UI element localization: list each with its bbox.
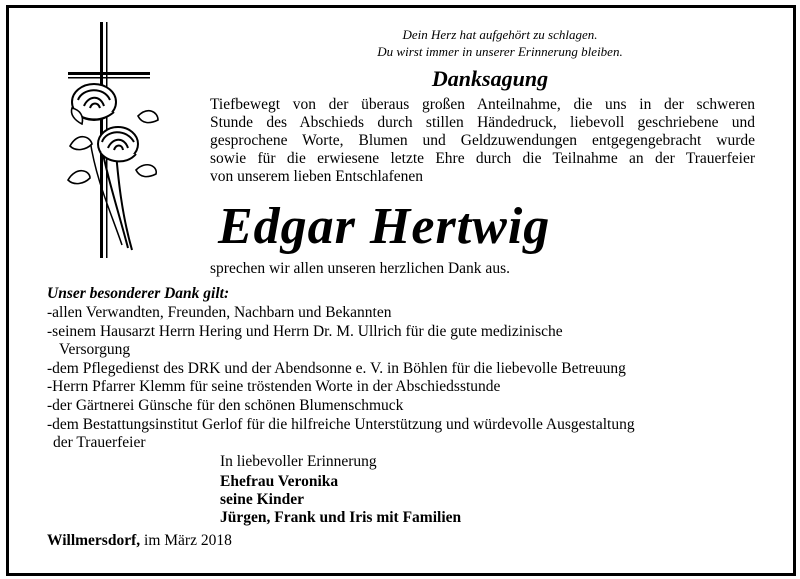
- place: Willmersdorf,: [47, 532, 141, 549]
- list-item: -dem Bestattungsinstitut Gerlof für die hilfreiche Unterstützung und würdevolle Ausgestaltung: [47, 415, 635, 433]
- list-item: -allen Verwandten, Freunden, Nachbarn und Bekannten: [47, 304, 392, 321]
- intro-line: Tiefbewegt von der überaus großen Anteilnahme, die uns in der schweren: [210, 96, 755, 113]
- page-title: Danksagung: [431, 66, 549, 91]
- cross-with-roses-icon: [60, 20, 170, 260]
- special-thanks-heading: Unser besonderer Dank gilt:: [47, 285, 230, 302]
- thanks-line: sprechen wir allen unseren herzlichen Dank aus.: [210, 260, 510, 277]
- list-item: Versorgung: [59, 341, 131, 359]
- closing-line: In liebevoller Erinnerung: [220, 453, 377, 470]
- thanks-list: [47, 304, 635, 453]
- intro-line: sowie für die erwiesene letzte Ehre durch die Teilnahme an der Trauerfeier: [210, 150, 755, 167]
- list-item: -der Gärtnerei Günsche für den schönen Blumenschmuck: [47, 396, 404, 414]
- family-member: seine Kinder: [220, 491, 304, 508]
- list-item: -Herrn Pfarrer Klemm für seine tröstenden Worte in der Abschiedsstunde: [47, 378, 501, 396]
- quote-line-2: Du wirst immer in unserer Erinnerung bleiben.: [377, 44, 623, 59]
- list-item: der Trauerfeier: [53, 434, 146, 452]
- list-item: -dem Pflegedienst des DRK und der Abendsonne e. V. in Böhlen für die liebevolle Betreuung: [47, 359, 626, 377]
- family-member: Jürgen, Frank und Iris mit Familien: [220, 509, 462, 526]
- date: im März 2018: [144, 532, 232, 549]
- intro-line: Stunde des Abschieds durch stillen Händedruck, liebevoll geschriebene und: [210, 114, 755, 131]
- deceased-name: Edgar Hertwig: [218, 198, 551, 255]
- intro-line: von unserem lieben Entschlafenen: [210, 168, 424, 185]
- intro-line: gesprochene Worte, Blumen und Geldzuwendungen entgegengebracht wurde: [210, 132, 755, 149]
- quote-line-1: Dein Herz hat aufgehört zu schlagen.: [402, 27, 598, 42]
- intro-paragraph: [210, 96, 755, 186]
- place-date: [47, 532, 232, 550]
- family-member: Ehefrau Veronika: [220, 473, 339, 490]
- list-item: -seinem Hausarzt Herrn Hering und Herrn Dr. M. Ullrich für die gute medizinische: [47, 322, 563, 340]
